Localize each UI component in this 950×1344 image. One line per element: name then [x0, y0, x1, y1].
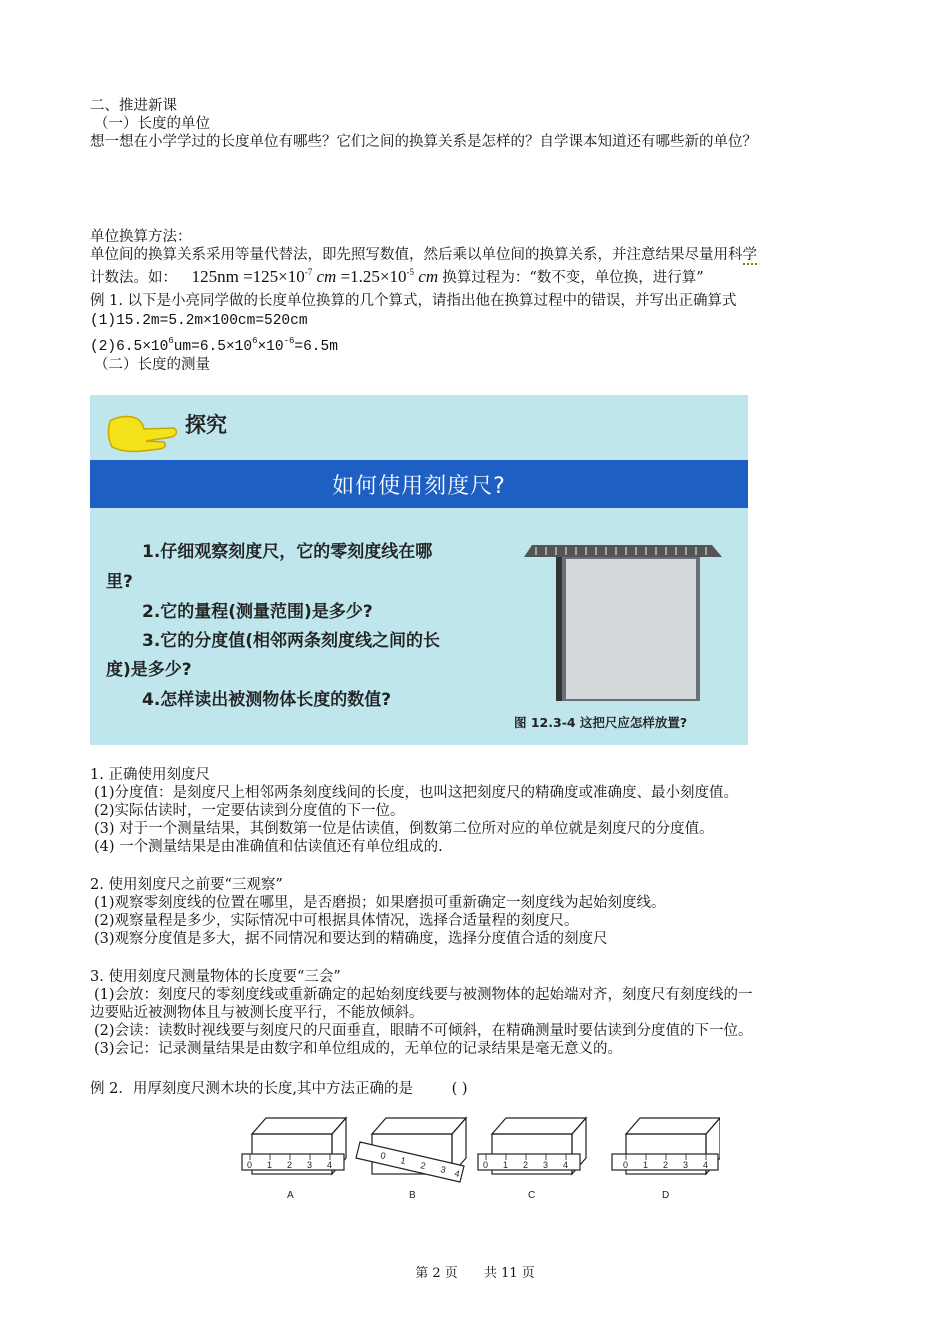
- pointing-hand-icon: [102, 409, 182, 459]
- figure-q3a: 3.它的分度值(相邻两条刻度线之间的长: [142, 631, 441, 651]
- formula-unit2: cm: [418, 267, 439, 286]
- conversion-example: [90, 268, 704, 287]
- ruler-a-tick: 3: [307, 1160, 313, 1170]
- conversion-formula: [192, 267, 443, 286]
- part1-item: (2)实际估读时，一定要估读到分度值的下一位。: [94, 803, 405, 819]
- ruler-a-tick: 4: [327, 1160, 333, 1170]
- part2-item: (3)观察分度值是多大，据不同情况和要达到的精确度，选择分度值合适的刻度尺: [94, 931, 608, 947]
- ruler-a-tick: 2: [287, 1160, 293, 1170]
- ruler-c-tick: 0: [483, 1160, 489, 1170]
- figure-header: 探究: [185, 413, 227, 437]
- conversion-title: 单位换算方法：: [90, 229, 192, 245]
- ruler-b-tick: 2: [419, 1160, 427, 1172]
- ex1-exp1: 6: [168, 336, 174, 346]
- figure-q2: 2.它的量程(测量范围)是多少?: [142, 602, 373, 622]
- part2-item: (1)观察零刻度线的位置在哪里，是否磨损；如果磨损可重新确定一刻度线为起始刻度线。: [94, 895, 666, 911]
- subsection-title-2: （二）长度的测量: [94, 357, 210, 373]
- conversion-desc-text: 单位间的换算关系采用等量代替法，即先照写数值，然后乘以单位间的换算关系，并注意结果尽量用科: [90, 247, 743, 263]
- part3-item: (1)会放：刻度尺的零刻度线或重新确定的起始刻度线要与被测物体的起始端对齐，刻度尺有刻度线的一: [94, 987, 753, 1003]
- figure-q4: 4.怎样读出被测物体长度的数值?: [142, 690, 392, 710]
- ex1-a: (2)6.5×10: [90, 339, 169, 355]
- formula-exp1: -7: [304, 267, 313, 277]
- ruler-d-tick: 1: [643, 1160, 649, 1170]
- ruler-c-tick: 4: [563, 1160, 569, 1170]
- ex1-d: =6.5m: [294, 339, 338, 355]
- example1-text: 例 1. 以下是小亮同学做的长度单位换算的几个算式，请指出他在换算过程中的错误，并写出正确算式: [90, 293, 737, 309]
- page-total: 共 11 页: [483, 1266, 535, 1281]
- conversion-desc: [90, 246, 757, 264]
- example1-line2: [90, 338, 338, 356]
- formula-a: 125nm =125: [191, 267, 279, 286]
- option-label-d: D: [662, 1190, 670, 1201]
- example2-question: 例 2．用厚刻度尺测木块的长度,其中方法正确的是: [90, 1081, 413, 1097]
- formula-c: =1.25: [336, 267, 380, 286]
- formula-unit1: cm: [316, 267, 337, 286]
- ruler-c-tick: 3: [543, 1160, 549, 1170]
- ruler-d-tick: 4: [703, 1160, 709, 1170]
- ex1-exp2: 6: [252, 336, 258, 346]
- formula-d: ×10: [379, 267, 407, 286]
- book-ruler-illustration: [522, 535, 722, 705]
- conversion-suffix: 换算过程为：“数不变，单位换，进行算”: [442, 270, 704, 286]
- figure-caption: 图 12.3-4 这把尺应怎样放置?: [514, 715, 688, 730]
- conversion-prefix: 计数法。如：: [90, 270, 177, 286]
- part2-item: (2)观察量程是多少，实际情况中可根据具体情况，选择合适量程的刻度尺。: [94, 913, 579, 929]
- ex1-exp3: -6: [283, 336, 295, 346]
- ruler-d-tick: 3: [683, 1160, 689, 1170]
- ruler-d-tick: 0: [623, 1160, 629, 1170]
- part1-item: (1)分度值：是刻度尺上相邻两条刻度线间的长度，也叫这把刻度尺的精确度或准确度、最小刻度值。: [94, 785, 739, 801]
- ruler-a-tick: 0: [247, 1160, 253, 1170]
- part3-item: 边要贴近被测物体且与被测长度平行，不能放倾斜。: [90, 1005, 424, 1021]
- figure-q3b: 度)是多少?: [106, 660, 192, 680]
- answer-paren: ( ): [451, 1081, 468, 1097]
- conversion-desc-end: 学: [742, 247, 757, 263]
- option-label-a: A: [287, 1190, 294, 1201]
- explore-figure: [90, 395, 748, 745]
- figure-band-title: 如何使用刻度尺?: [332, 474, 506, 499]
- formula-b: ×10: [278, 267, 305, 286]
- part1-item: (4) 一个测量结果是由准确值和估读值还有单位组成的.: [94, 839, 443, 855]
- ruler-b-tick: 4: [453, 1168, 461, 1180]
- ruler-c-tick: 2: [523, 1160, 529, 1170]
- example1-line1: (1)15.2m=5.2m×100cm=520cm: [90, 313, 308, 329]
- ruler-b-tick: 1: [399, 1155, 407, 1167]
- part3-title: 3. 使用刻度尺测量物体的长度要“三会”: [90, 969, 341, 985]
- ex1-b: um=6.5×10: [173, 339, 253, 355]
- figure-q1b: 里?: [106, 572, 133, 592]
- ruler-b-tick: 0: [379, 1150, 387, 1162]
- subsection-title: （一）长度的单位: [94, 116, 210, 132]
- part1-title: 1. 正确使用刻度尺: [90, 767, 210, 783]
- figure-band: [90, 460, 748, 508]
- ruler-b-tick: 3: [439, 1164, 447, 1176]
- example2-text: [90, 1080, 468, 1098]
- page-number: 第 2 页: [415, 1266, 458, 1281]
- ruler-c-tick: 1: [503, 1160, 509, 1170]
- ruler-blocks-illustration: [240, 1112, 720, 1184]
- formula-exp2: -5: [406, 267, 415, 277]
- option-label-c: C: [528, 1190, 536, 1201]
- part2-title: 2. 使用刻度尺之前要“三观察”: [90, 877, 283, 893]
- question-text: 想一想在小学学过的长度单位有哪些？它们之间的换算关系是怎样的？自学课本知道还有哪些新的单位？: [90, 134, 757, 150]
- section-heading: 二、推进新课: [90, 98, 177, 114]
- part1-item: (3) 对于一个测量结果，其倒数第一位是估读值，倒数第二位所对应的单位就是刻度尺的分度值。: [94, 821, 714, 837]
- ex1-c: ×10: [257, 339, 284, 355]
- part3-item: (2)会读：读数时视线要与刻度尺的尺面垂直，眼睛不可倾斜，在精确测量时要估读到分度值的下一位。: [94, 1023, 753, 1039]
- ruler-d-tick: 2: [663, 1160, 669, 1170]
- ruler-a-tick: 1: [267, 1160, 273, 1170]
- part3-item: (3)会记：记录测量结果是由数字和单位组成的，无单位的记录结果是毫无意义的。: [94, 1041, 623, 1057]
- figure-q1a: 1.仔细观察刻度尺，它的零刻度线在哪: [142, 542, 433, 562]
- page-footer: [0, 1262, 950, 1281]
- option-label-b: B: [409, 1190, 416, 1201]
